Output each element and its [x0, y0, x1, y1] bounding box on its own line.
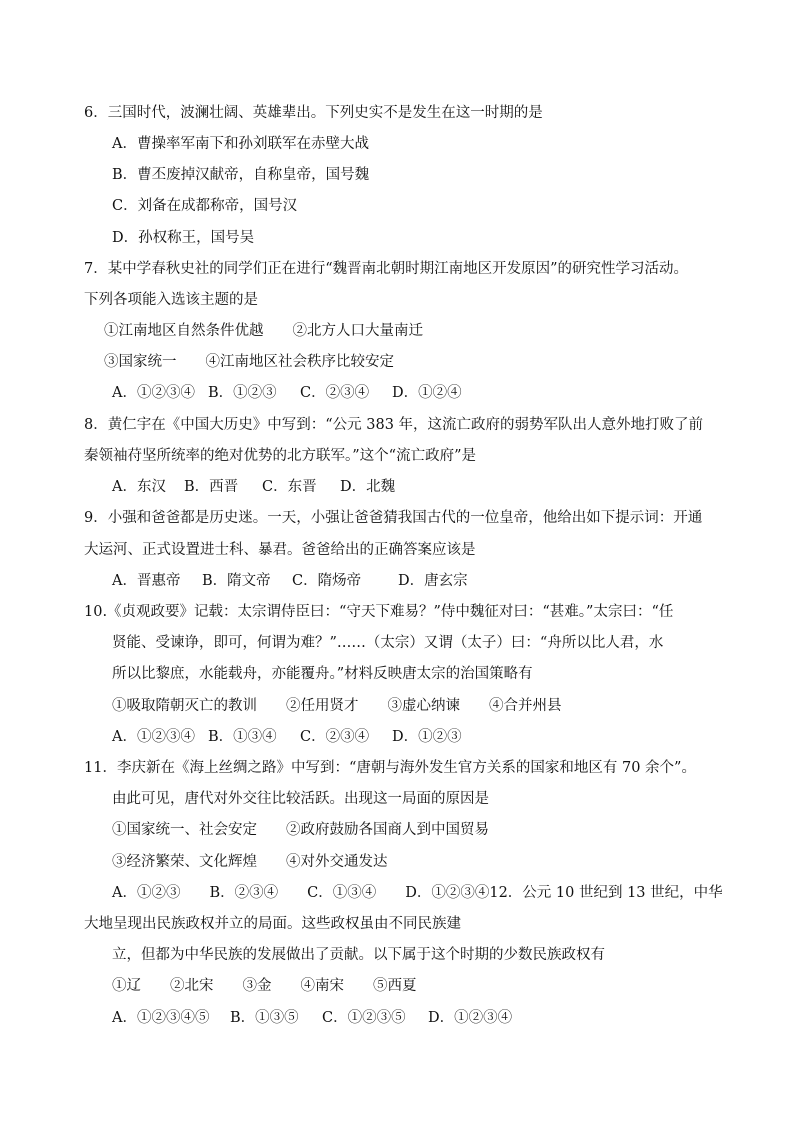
question-10-stem-line3: 所以比黎庶，水能载舟，亦能覆舟。”材料反映唐太宗的治国策略有	[112, 666, 533, 682]
question-10-options	[112, 727, 462, 747]
question-10-option-b: B．①③④	[208, 729, 277, 745]
question-6-stem: 6．三国时代，波澜壮阔、英雄辈出。下列史实不是发生在这一时期的是	[84, 105, 543, 121]
question-10-items: ①吸取隋朝灭亡的教训 ②任用贤才 ③虚心纳谏 ④合并州县	[112, 698, 562, 714]
question-8-option-c: C．东晋	[262, 479, 317, 495]
question-8-option-b: B．西晋	[184, 479, 239, 495]
question-9-option-c: C．隋炀帝	[292, 573, 362, 589]
question-9-options	[112, 571, 468, 591]
question-10-option-c: C．②③④	[300, 729, 370, 745]
question-9-stem-line2: 大运河、正式设置进士科、暴君。爸爸给出的正确答案应该是	[84, 542, 476, 558]
question-6-option-b: B．曹丕废掉汉献帝，自称皇帝，国号魏	[112, 167, 370, 183]
question-8-option-d: D．北魏	[340, 479, 396, 495]
question-9-option-a: A．晋惠帝	[112, 573, 181, 589]
question-10-stem-line2: 贤能、受谏诤，即可，何谓为难？”……（太宗）又谓（太子）曰：“舟所以比人君，水	[112, 635, 664, 651]
question-7-option-c: C．②③④	[300, 385, 370, 401]
question-12-options	[112, 1008, 512, 1028]
question-8-options	[112, 477, 395, 497]
question-11-stem-line1: 11．李庆新在《海上丝绸之路》中写到：“唐朝与海外发生官方关系的国家和地区有 70 余个”。	[84, 760, 696, 776]
question-9-option-b: B．隋文帝	[202, 573, 271, 589]
question-7-items-line2: ③国家统一 ④江南地区社会秩序比较安定	[104, 354, 394, 370]
question-8-stem-line2: 秦领袖苻坚所统率的绝对优势的北方联军。”这个“流亡政府”是	[84, 448, 476, 464]
question-12-option-c: C．①②③⑤	[322, 1010, 406, 1026]
question-10-option-a: A．①②③④	[112, 729, 195, 745]
question-10-option-d: D．①②③	[392, 729, 462, 745]
question-11-stem-line2: 由此可见，唐代对外交往比较活跃。出现这一局面的原因是	[112, 791, 489, 807]
question-12-stem-line2: 立，但都为中华民族的发展做出了贡献。以下属于这个时期的少数民族政权有	[112, 947, 605, 963]
question-7-option-b: B．①②③	[208, 385, 277, 401]
question-7-stem-line2: 下列各项能入选该主题的是	[84, 292, 258, 308]
question-8-stem-line1: 8．黄仁宇在《中国大历史》中写到：“公元 383 年，这流亡政府的弱势军队出人意外地打败了前	[84, 417, 704, 433]
question-7-stem-line1: 7．某中学春秋史社的同学们正在进行“魏晋南北朝时期江南地区开发原因”的研究性学习活动。	[84, 261, 689, 277]
question-9-option-d: D．唐玄宗	[398, 573, 468, 589]
question-7-items-line1: ①江南地区自然条件优越 ②北方人口大量南迁	[104, 323, 423, 339]
question-11-items-line1: ①国家统一、社会安定 ②政府鼓励各国商人到中国贸易	[112, 822, 489, 838]
question-11-items-line2: ③经济繁荣、文化辉煌 ④对外交通发达	[112, 854, 388, 870]
question-7-option-a: A．①②③④	[112, 385, 195, 401]
question-12-stem-line1: 大地呈现出民族政权并立的局面。这些政权虽由不同民族建	[84, 916, 461, 932]
question-8-option-a: A．东汉	[112, 479, 166, 495]
question-12-option-d: D．①②③④	[428, 1010, 513, 1026]
question-6-option-c: C．刘备在成都称帝，国号汉	[112, 198, 298, 214]
question-6-option-a: A．曹操率军南下和孙刘联军在赤壁大战	[112, 136, 369, 152]
question-10-stem-line1: 10.《贞观政要》记载：太宗谓侍臣曰：“守天下难易？”侍中魏征对曰：“甚难。”太宗曰：“任	[84, 604, 674, 620]
question-12-option-b: B．①③⑤	[230, 1010, 299, 1026]
question-11-options-and-q12-start: A．①②③ B．②③④ C．①③④ D．①②③④12．公元 10 世纪到 13 世纪，中华	[112, 885, 723, 901]
question-12-option-a: A．①②③④⑤	[112, 1010, 210, 1026]
question-12-items: ①辽 ②北宋 ③金 ④南宋 ⑤西夏	[112, 978, 417, 994]
question-9-stem-line1: 9．小强和爸爸都是历史迷。一天，小强让爸爸猜我国古代的一位皇帝，他给出如下提示词：开通	[84, 510, 703, 526]
question-7-option-d: D．①②④	[392, 385, 462, 401]
question-7-options	[112, 383, 462, 403]
question-6-option-d: D．孙权称王，国号吴	[112, 230, 255, 246]
